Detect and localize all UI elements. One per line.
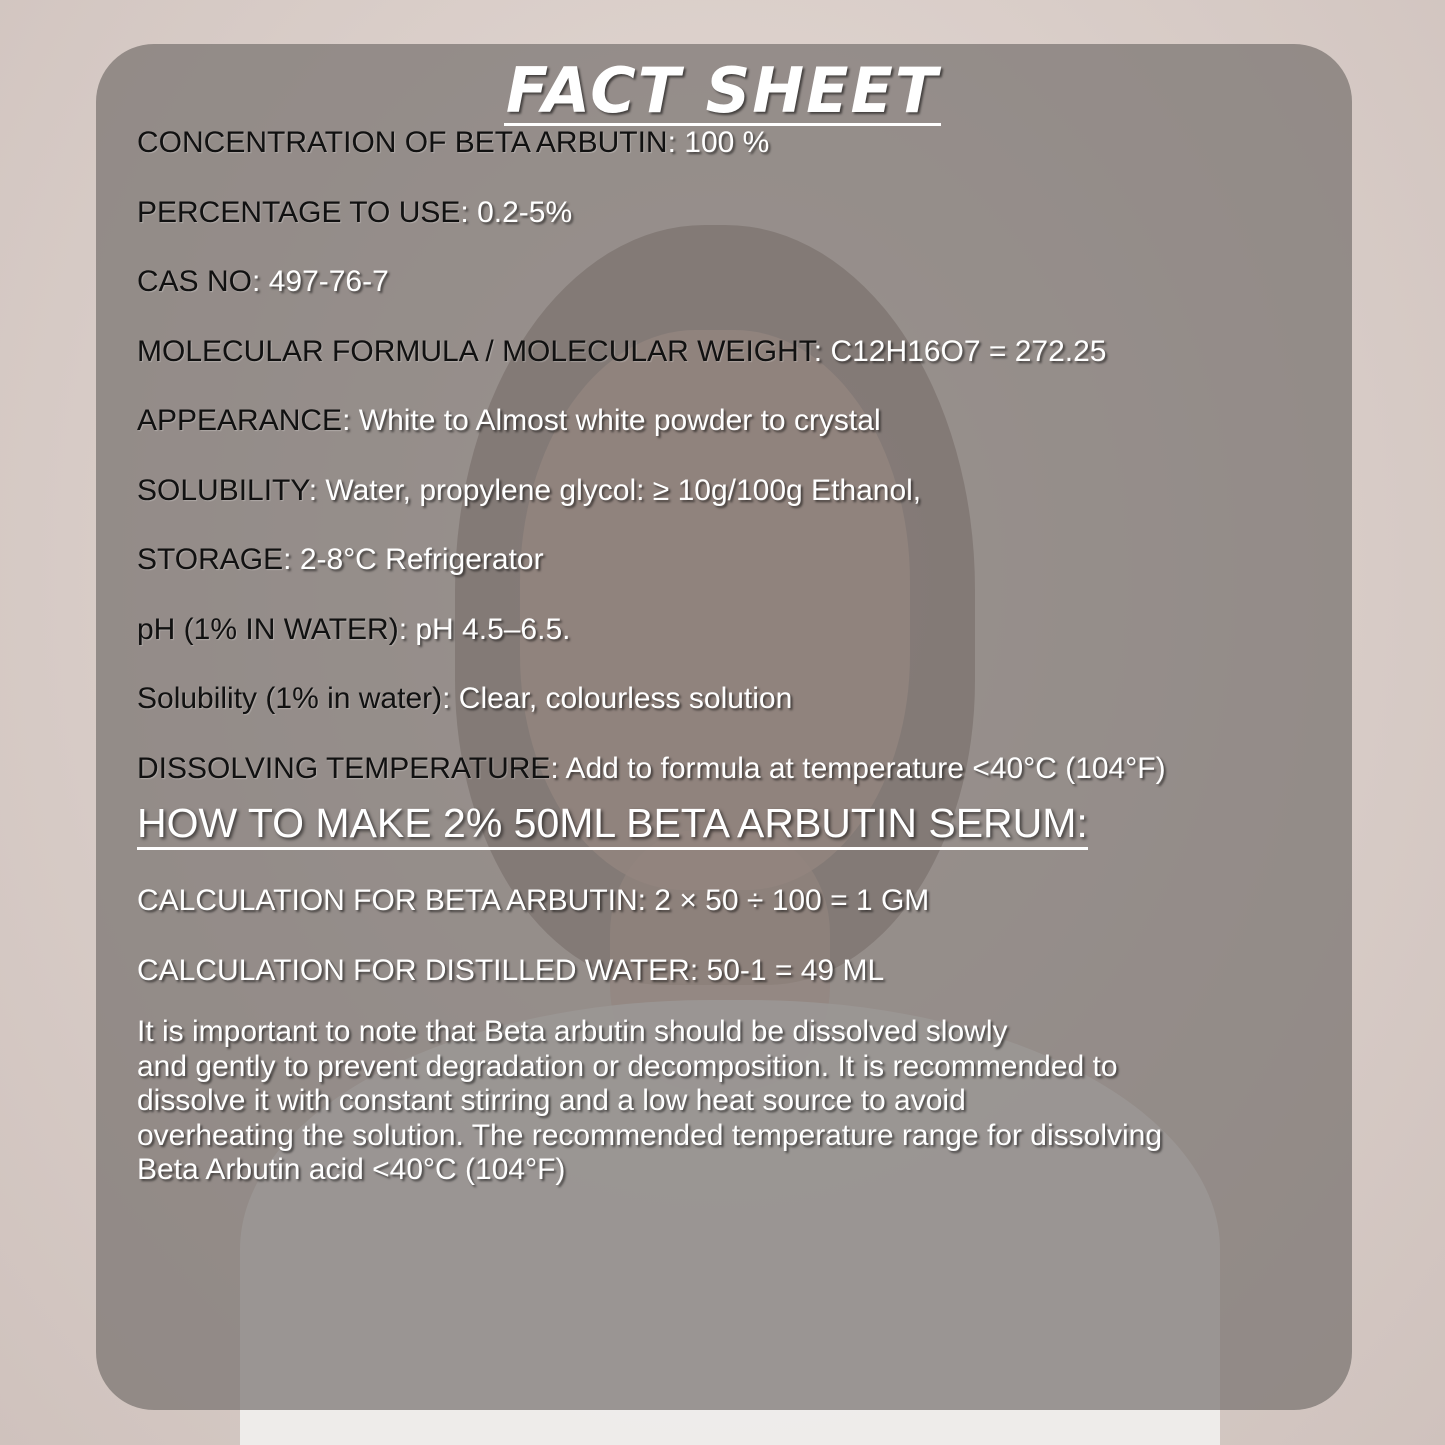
fact-label: DISSOLVING TEMPERATURE [137,751,551,785]
fact-value: Clear, colourless solution [458,682,793,715]
fact-value: Water, propylene glycol: ≥ 10g/100g Ethanol, [325,473,922,507]
fact-value: 497-76-7 [268,265,389,298]
fact-label: SOLUBILITY [137,473,309,507]
fact-row-solubility-1pct [137,674,1407,724]
page-title-text: FACT SHEET [505,54,940,127]
fact-sheet-content [137,118,1407,1188]
fact-separator: : [442,682,459,715]
note-line: Beta Arbutin acid <40°C (104°F) [137,1153,566,1186]
fact-separator: : [460,195,478,229]
fact-separator: : [283,543,300,576]
fact-row-molecular [137,327,1407,377]
fact-separator: : [308,473,326,507]
fact-separator: : [667,126,685,159]
calculation-distilled-water: CALCULATION FOR DISTILLED WATER: 50-1 = 49 ML [137,953,885,987]
note-line: overheating the solution. The recommended temperature range for dissolving [137,1118,1163,1152]
page-title [0,54,1445,127]
calculation-beta-arbutin: CALCULATION FOR BETA ARBUTIN: 2 × 50 ÷ 100 = 1 GM [137,884,930,917]
fact-label: CAS NO [137,265,253,298]
fact-row-ph [137,605,1407,655]
fact-label: CONCENTRATION OF BETA ARBUTIN [137,126,668,159]
fact-row-dissolving-temperature [137,744,1407,794]
fact-value: 100 % [684,126,770,159]
how-to-heading [137,799,1407,850]
fact-value: Add to formula at temperature <40°C (104°F) [565,751,1166,785]
note-line: dissolve it with constant stirring and a low heat source to avoid [137,1084,966,1117]
fact-row-appearance [137,396,1407,446]
fact-row-cas-no [137,257,1407,307]
fact-row-concentration [137,118,1407,168]
fact-label: PERCENTAGE TO USE [137,195,461,229]
fact-separator: : [252,265,269,298]
fact-value: 0.2-5% [477,195,573,229]
fact-value: C12H16O7 = 272.25 [830,334,1107,368]
fact-row-percentage [137,188,1407,238]
note-line: and gently to prevent degradation or decomposition. It is recommended to [137,1049,1118,1083]
how-to-heading-text: HOW TO MAKE 2% 50ML BETA ARBUTIN SERUM: [137,799,1088,850]
fact-separator: : [342,404,359,437]
fact-separator: : [550,751,566,785]
fact-label: APPEARANCE [137,404,343,437]
fact-separator: : [398,612,416,646]
fact-label: pH (1% IN WATER) [137,612,399,646]
fact-separator: : [813,334,831,368]
note-line: It is important to note that Beta arbutin should be dissolved slowly [137,1015,1008,1048]
fact-row-solubility [137,466,1407,516]
dissolving-note [137,1015,1407,1188]
fact-row-storage [137,535,1407,585]
fact-value: pH 4.5–6.5. [415,612,571,646]
fact-value: White to Almost white powder to crystal [358,404,881,437]
fact-label: STORAGE [137,543,284,576]
fact-label: Solubility (1% in water) [137,682,443,715]
fact-value: 2-8°C Refrigerator [299,543,544,576]
fact-label: MOLECULAR FORMULA / MOLECULAR WEIGHT [137,334,814,368]
